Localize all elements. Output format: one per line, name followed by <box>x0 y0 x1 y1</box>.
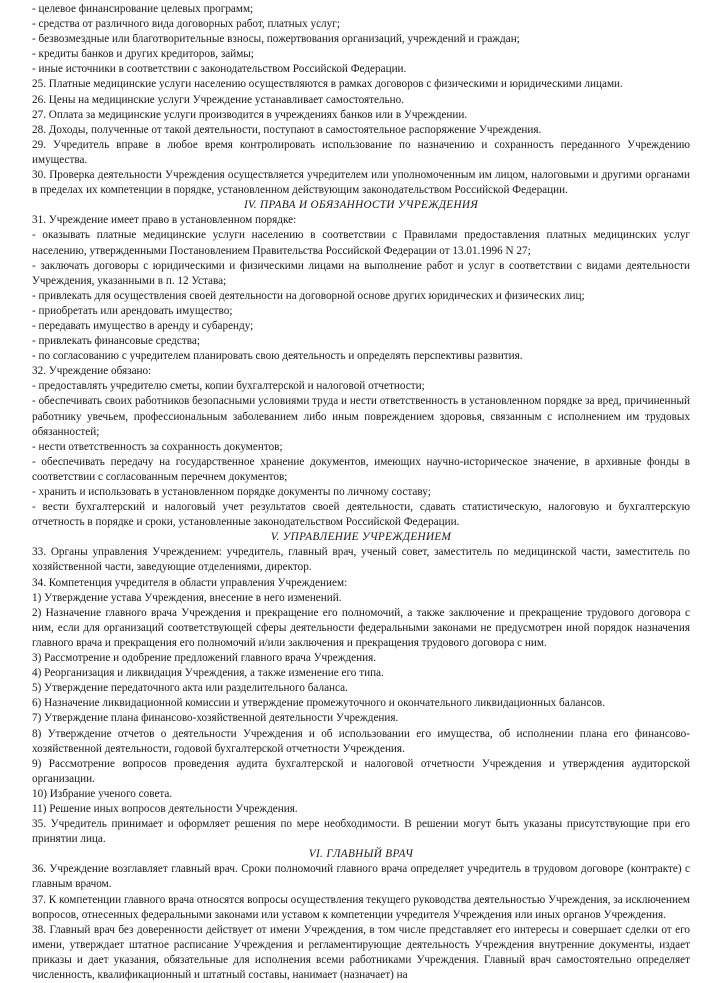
paragraph: - целевое финансирование целевых программ; <box>32 3 254 15</box>
paragraph: 26. Цены на медицинские услуги Учреждение устанавливает самостоятельно. <box>32 93 405 106</box>
paragraph: - по согласованию с учредителем планировать свою деятельность и определять перспективы развития. <box>32 350 523 363</box>
paragraph: 11) Решение иных вопросов деятельности Учреждения. <box>32 802 298 815</box>
paragraph: - обеспечивать своих работников безопасными условиями труда и нести ответственность в установленном порядке за вред, причиненный работнику увечьем, профессиональным заболеванием либо иным повреждением здоровья, связанным с исполнением им трудовых обязанностей; <box>32 395 690 438</box>
paragraph: - иные источники в соответствии с законодательством Российской Федерации. <box>32 63 407 76</box>
paragraph: 3) Рассмотрение и одобрение предложений главного врача Учреждения. <box>32 652 377 665</box>
paragraph: - вести бухгалтерский и налоговый учет результатов своей деятельности, сдавать статистическую, налоговую и бухгалтерскую отчетность в порядке и сроки, установленные законодательством Российской Федерации. <box>32 501 690 529</box>
paragraph: 6) Назначение ликвидационной комиссии и утверждение промежуточного и окончательного ликвидационных балансов. <box>32 697 605 710</box>
document-body <box>32 2 690 983</box>
paragraph: 36. Учреждение возглавляет главный врач. Сроки полномочий главного врача определяет учредитель в трудовом договоре (контракте) с главным врачом. <box>32 863 690 891</box>
paragraph: 31. Учреждение имеет право в установленном порядке: <box>32 214 297 227</box>
paragraph: 10) Избрание ученого совета. <box>32 787 173 800</box>
paragraph: - заключать договоры с юридическими и физическими лицами на выполнение работ и услуг в соответствии с видами деятельности Учреждения, указанными в п. 12 Устава; <box>32 259 690 287</box>
paragraph: 1) Утверждение устава Учреждения, внесение в него изменений. <box>32 591 342 604</box>
paragraph: - обеспечивать передачу на государственное хранение документов, имеющих научно-историческое значение, в архивные фонды в соответствии с согласованным перечнем документов; <box>32 455 690 483</box>
paragraph: - безвозмездные или благотворительные взносы, пожертвования организаций, учреждений и граждан; <box>32 33 520 46</box>
paragraph: 33. Органы управления Учреждением: учредитель, главный врач, ученый совет, заместитель по медицинской части, заместитель по хозяйственной части, заведующие отделениями, директор. <box>32 546 690 574</box>
paragraph: 27. Оплата за медицинские услуги производится в учреждениях банков или в Учреждении. <box>32 108 468 121</box>
paragraph: - оказывать платные медицинские услуги населению в соответствии с Правилами предоставления платных медицинских услуг населению, утвержденными Постановлением Правительства Российской Федерации от 13.01.1996 N 27; <box>32 229 690 257</box>
paragraph: 25. Платные медицинские услуги населению осуществляются в рамках договоров с физическими и юридическими лицами. <box>32 78 623 91</box>
paragraph: 28. Доходы, полученные от такой деятельности, поступают в самостоятельное распоряжение Учреждения. <box>32 123 542 136</box>
section-heading: IV. ПРАВА И ОБЯЗАННОСТИ УЧРЕЖДЕНИЯ <box>243 199 479 212</box>
paragraph: - привлекать финансовые средства; <box>32 335 200 348</box>
paragraph: 34. Компетенция учредителя в области управления Учреждением: <box>32 576 348 589</box>
section-heading: V. УПРАВЛЕНИЕ УЧРЕЖДЕНИЕМ <box>270 531 452 544</box>
paragraph: 38. Главный врач без доверенности действует от имени Учреждения, в том числе представляет его интересы и совершает сделки от его имени, утверждает штатное расписание Учреждения и регламентирующие деятельность Учреждения внутренние документы, издает приказы и дает указания, обязательные для исполнения всеми работниками Учреждения. Главный врач самостоятельно определяет численность, квалификационный и штатный составы, нанимает (назначает) на <box>32 923 690 981</box>
paragraph: 4) Реорганизация и ликвидация Учреждения, а также изменение его типа. <box>32 667 384 680</box>
paragraph: 29. Учредитель вправе в любое время контролировать использование по назначению и сохранность переданного Учреждению имущества. <box>32 138 690 166</box>
paragraph: 7) Утверждение плана финансово-хозяйственной деятельности Учреждения. <box>32 712 399 725</box>
paragraph: 37. К компетенции главного врача относятся вопросы осуществления текущего руководства деятельностью Учреждения, за исключением вопросов, отнесенных федеральными законами или уставом к компетенции учредителя Учреждения или иных органов Учреждения. <box>32 893 690 921</box>
paragraph: - хранить и использовать в установленном порядке документы по личному составу; <box>32 486 431 498</box>
paragraph: - средства от различного вида договорных работ, платных услуг; <box>32 18 340 31</box>
paragraph: - передавать имущество в аренду и субаренду; <box>32 319 254 332</box>
paragraph: 9) Рассмотрение вопросов проведения аудита бухгалтерской и налоговой отчетности Учреждения и утверждения аудиторской организации. <box>32 757 690 785</box>
paragraph: - приобретать или арендовать имущество; <box>32 304 233 317</box>
paragraph: 35. Учредитель принимает и оформляет решения по мере необходимости. В решении могут быть указаны присутствующие при его принятии лица. <box>32 818 690 846</box>
section-heading: VI. ГЛАВНЫЙ ВРАЧ <box>308 848 414 861</box>
paragraph: - нести ответственность за сохранность документов; <box>32 440 283 453</box>
paragraph: - кредиты банков и других кредиторов, займы; <box>32 48 254 61</box>
paragraph: 2) Назначение главного врача Учреждения и прекращение его полномочий, а также заключение и прекращение трудового договора с ним, если для организаций соответствующей сферы деятельности федеральными законами не предусмотрен иной порядок назначения главного врача и прекращения его полномочий и/или заключения и прекращения трудового договора с ним. <box>32 606 690 649</box>
paragraph: - привлекать для осуществления своей деятельности на договорной основе других юридических и физических лиц; <box>32 289 585 302</box>
paragraph: 5) Утверждение передаточного акта или разделительного баланса. <box>32 682 348 695</box>
paragraph: 8) Утверждение отчетов о деятельности Учреждения и об использовании его имущества, об исполнении плана его финансово-хозяйственной деятельности, годовой бухгалтерской отчетности Учреждения. <box>32 727 690 755</box>
paragraph: 32. Учреждение обязано: <box>32 365 152 378</box>
paragraph: 30. Проверка деятельности Учреждения осуществляется учредителем или уполномоченным им лицом, налоговыми и другими органами в пределах их компетенции в порядке, установленном действующим законодательством Российской Федерации. <box>32 169 690 197</box>
paragraph: - предоставлять учредителю сметы, копии бухгалтерской и налоговой отчетности; <box>32 380 425 393</box>
